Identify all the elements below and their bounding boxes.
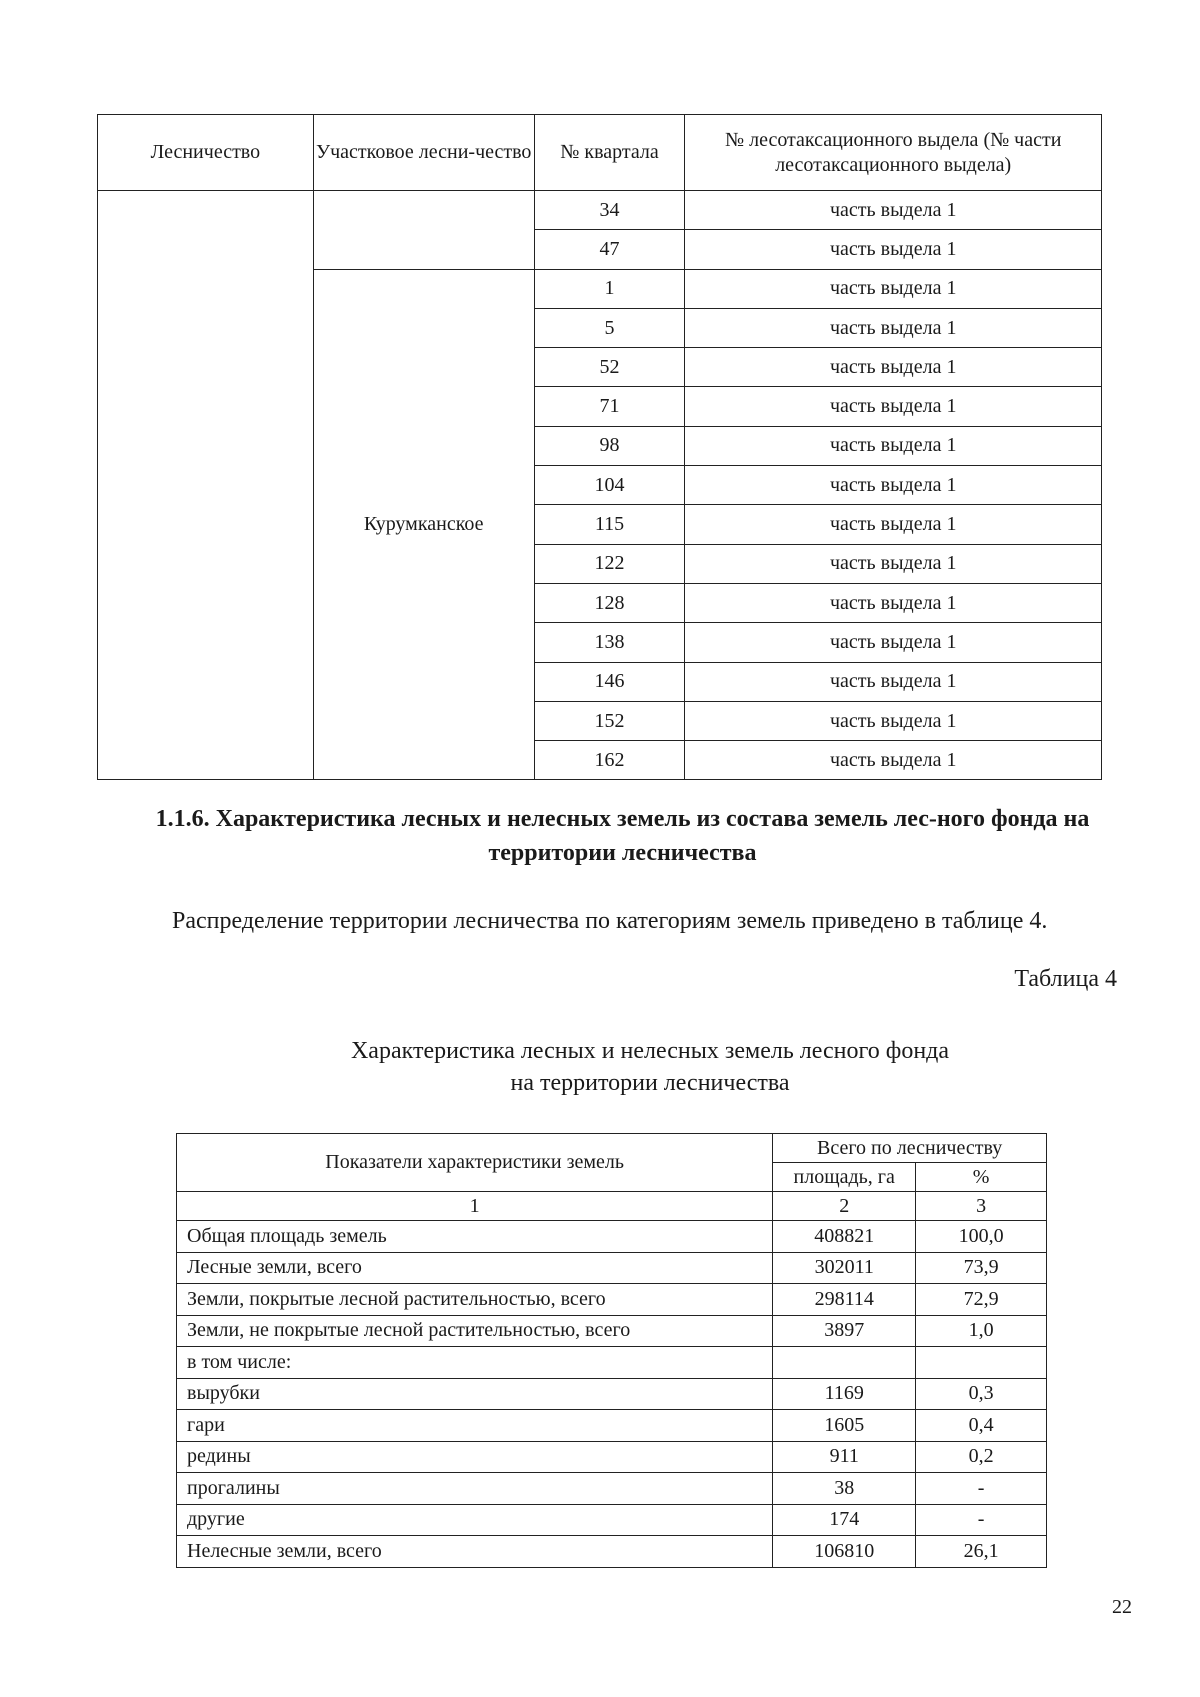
quarter-cell: 47 [534,230,685,269]
header-indicator: Показатели характеристики земель [177,1134,773,1192]
quarter-cell: 5 [534,308,685,347]
header-area: площадь, га [773,1163,916,1192]
table-title [150,1036,1150,1100]
forestry-cell [98,191,314,780]
table-row [177,1536,1047,1568]
percent-cell: 26,1 [916,1536,1047,1568]
indicator-cell: в том числе: [177,1347,773,1379]
area-cell: 3897 [773,1315,916,1347]
table-row [177,1473,1047,1505]
quarter-cell: 146 [534,662,685,701]
allotments-table [97,114,1102,780]
allotment-cell: часть выдела 1 [685,505,1102,544]
allotment-cell: часть выдела 1 [685,741,1102,780]
header-total: Всего по лесничеству [773,1134,1047,1163]
quarter-cell: 122 [534,544,685,583]
allotment-cell: часть выдела 1 [685,662,1102,701]
indicator-cell: гари [177,1410,773,1442]
quarter-cell: 152 [534,701,685,740]
allotment-cell: часть выдела 1 [685,348,1102,387]
indicator-cell: Земли, не покрытые лесной растительностью, всего [177,1315,773,1347]
col-number: 3 [916,1192,1047,1221]
header-allotment: № лесотаксационного выдела (№ части лесотаксационного выдела) [685,115,1102,191]
percent-cell: - [916,1473,1047,1505]
table-header-row [98,115,1102,191]
allotment-cell: часть выдела 1 [685,387,1102,426]
district-cell-empty [313,191,534,270]
quarter-cell: 128 [534,583,685,622]
percent-cell: 0,4 [916,1410,1047,1442]
indicator-cell: вырубки [177,1378,773,1410]
table-row [177,1410,1047,1442]
table-row [177,1347,1047,1379]
percent-cell: 0,2 [916,1441,1047,1473]
allotment-cell: часть выдела 1 [685,230,1102,269]
allotment-cell: часть выдела 1 [685,308,1102,347]
area-cell: 911 [773,1441,916,1473]
quarter-cell: 1 [534,269,685,308]
col-number: 1 [177,1192,773,1221]
quarter-cell: 138 [534,623,685,662]
indicator-cell: прогалины [177,1473,773,1505]
quarter-cell: 34 [534,191,685,230]
table-row [177,1441,1047,1473]
quarter-cell: 98 [534,426,685,465]
quarter-cell: 52 [534,348,685,387]
percent-cell [916,1347,1047,1379]
intro-paragraph: Распределение территории лесничества по категориям земель приведено в таблице 4. [172,908,1048,934]
table-row [177,1221,1047,1253]
land-characteristics-table [176,1133,1047,1568]
table-row [177,1284,1047,1316]
indicator-cell: редины [177,1441,773,1473]
allotment-cell: часть выдела 1 [685,191,1102,230]
area-cell: 1169 [773,1378,916,1410]
header-forestry: Лесничество [98,115,314,191]
table-row [177,1252,1047,1284]
area-cell [773,1347,916,1379]
table-row [177,1378,1047,1410]
percent-cell: 72,9 [916,1284,1047,1316]
table-title-line2: на территории лесничества [510,1069,790,1096]
table-row [177,1504,1047,1536]
percent-cell: 73,9 [916,1252,1047,1284]
area-cell: 302011 [773,1252,916,1284]
percent-cell: - [916,1504,1047,1536]
indicator-cell: другие [177,1504,773,1536]
area-cell: 1605 [773,1410,916,1442]
indicator-cell: Лесные земли, всего [177,1252,773,1284]
quarter-cell: 162 [534,741,685,780]
allotment-cell: часть выдела 1 [685,466,1102,505]
table-title-line1: Характеристика лесных и нелесных земель лесного фонда [350,1038,950,1064]
header-district: Участковое лесни-чество [313,115,534,191]
quarter-cell: 71 [534,387,685,426]
quarter-cell: 104 [534,466,685,505]
district-cell: Курумканское [313,269,534,780]
quarter-cell: 115 [534,505,685,544]
indicator-cell: Нелесные земли, всего [177,1536,773,1568]
allotment-cell: часть выдела 1 [685,583,1102,622]
header-percent: % [916,1163,1047,1192]
area-cell: 408821 [773,1221,916,1253]
allotment-cell: часть выдела 1 [685,701,1102,740]
allotment-cell: часть выдела 1 [685,426,1102,465]
header-quarter: № квартала [534,115,685,191]
percent-cell: 1,0 [916,1315,1047,1347]
percent-cell: 100,0 [916,1221,1047,1253]
page-number: 22 [1112,1596,1132,1618]
area-cell: 38 [773,1473,916,1505]
area-cell: 174 [773,1504,916,1536]
indicator-cell: Общая площадь земель [177,1221,773,1253]
allotment-cell: часть выдела 1 [685,623,1102,662]
table-number-label: Таблица 4 [1014,966,1117,992]
percent-cell: 0,3 [916,1378,1047,1410]
table-row [177,1315,1047,1347]
col-number: 2 [773,1192,916,1221]
area-cell: 298114 [773,1284,916,1316]
allotment-cell: часть выдела 1 [685,544,1102,583]
table-header-row [177,1134,1047,1163]
table-row [98,191,1102,230]
section-heading: 1.1.6. Характеристика лесных и нелесных земель из состава земель лес-ного фонда на территории лесничества [155,806,1090,866]
area-cell: 106810 [773,1536,916,1568]
allotment-cell: часть выдела 1 [685,269,1102,308]
indicator-cell: Земли, покрытые лесной растительностью, всего [177,1284,773,1316]
column-number-row [177,1192,1047,1221]
